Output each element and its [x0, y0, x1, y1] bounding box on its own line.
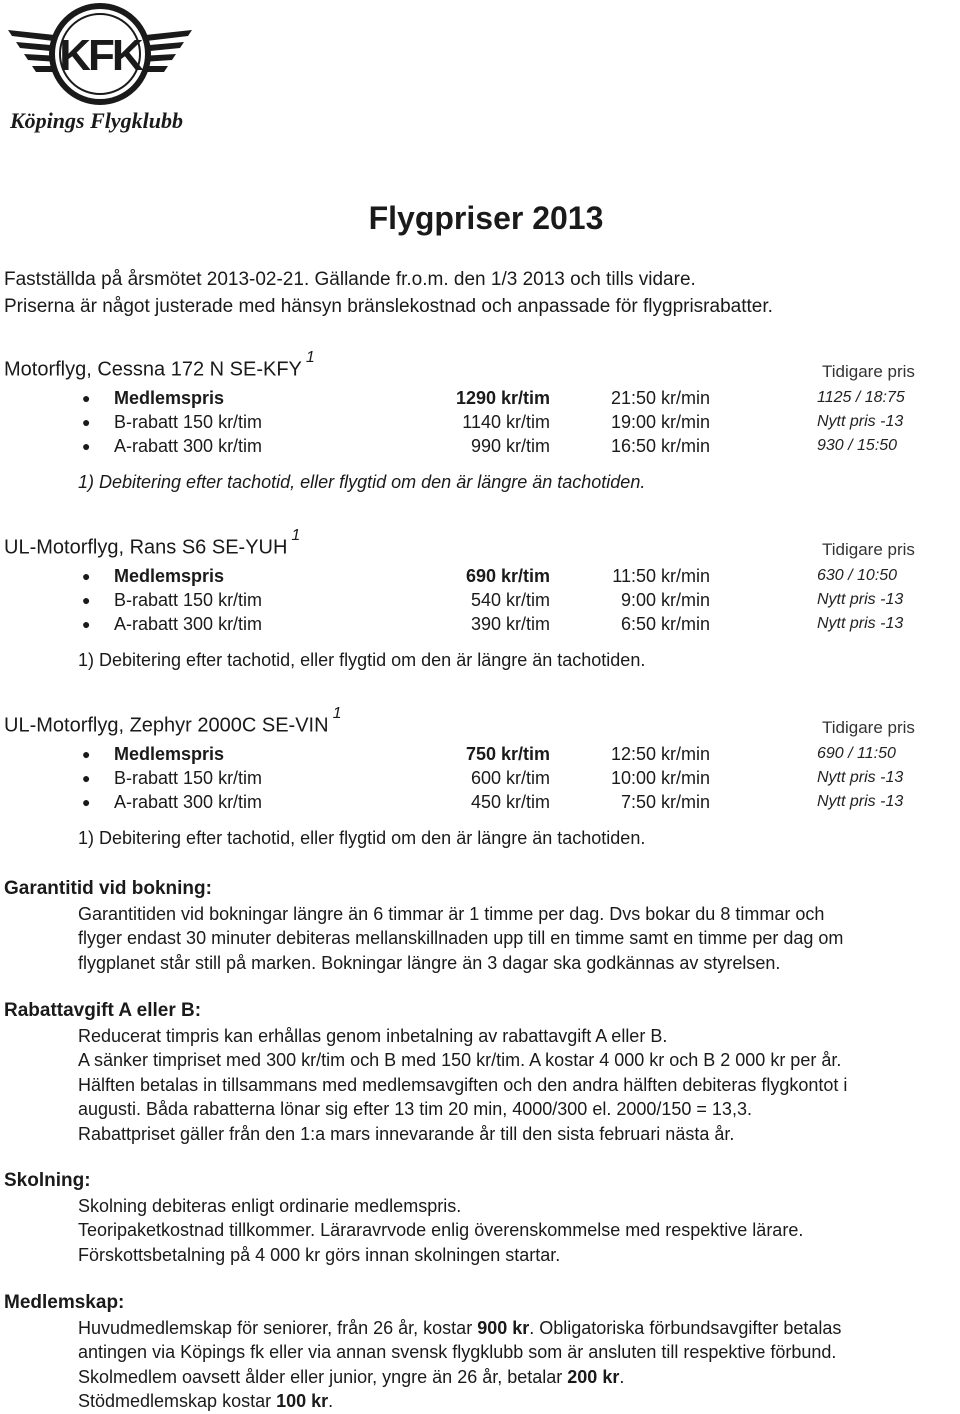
price-row: ● A-rabatt 300 kr/tim 390 kr/tim 6:50 kr/min Nytt pris -13 — [82, 614, 904, 634]
bullet-icon: ● — [82, 390, 91, 406]
paragraph-line: Hälften betalas in tillsammans med medlemsavgiften och den andra hälften debiteras flygkontot i — [78, 1074, 848, 1095]
discount-fee-section — [4, 998, 956, 1146]
section-heading: Skolning: — [4, 1170, 91, 1191]
section-title: UL-Motorflyg, Rans S6 SE-YUH$^1$ — [4, 527, 301, 559]
paragraph-line: Rabattpriset gäller från den 1:a mars innevarande år till den sista februari nästa år. — [78, 1123, 735, 1144]
footnote: 1) Debitering efter tachotid, eller flygtid om den är längre än tachotiden. — [78, 828, 646, 848]
price-row: ● Medlemspris 690 kr/tim 11:50 kr/min 630 / 10:50 — [82, 566, 898, 586]
price-row: ● B-rabatt 150 kr/tim 1140 kr/tim 19:00 kr/min Nytt pris -13 — [82, 412, 904, 432]
intro-text — [4, 266, 773, 320]
section-heading: Garantitid vid bokning: — [4, 878, 212, 899]
paragraph-line: A sänker timpriset med 300 kr/tim och B med 150 kr/tim. A kostar 4 000 kr och B 2 000 kr per år. — [78, 1050, 842, 1071]
bullet-icon: ● — [82, 770, 91, 786]
price-row: ● B-rabatt 150 kr/tim 600 kr/tim 10:00 kr/min Nytt pris -13 — [82, 768, 904, 788]
logo-monogram: KFK — [59, 31, 141, 80]
bullet-icon: ● — [82, 414, 91, 430]
page-title: Flygpriser 2013 — [368, 200, 604, 236]
footnote: 1) Debitering efter tachotid, eller flygtid om den är längre än tachotiden. — [78, 650, 646, 670]
paragraph-line: antingen via Köpings fk eller via annan svensk flygklubb som är ansluten till respektive förbund. — [78, 1342, 837, 1363]
footnote: 1) Debitering efter tachotid, eller flygtid om den är längre än tachotiden. — [78, 472, 646, 492]
price-section-zephyr — [4, 706, 934, 850]
guarantee-section — [4, 876, 956, 975]
paragraph-line: Stödmedlemskap kostar 100 kr. — [78, 1391, 334, 1412]
previous-price-label: Tidigare pris — [822, 540, 915, 559]
previous-price-label: Tidigare pris — [822, 362, 915, 381]
section-heading: Rabattavgift A eller B: — [4, 1000, 202, 1021]
membership-section — [4, 1290, 956, 1414]
bullet-icon: ● — [82, 616, 91, 632]
price-row: ● Medlemspris 750 kr/tim 12:50 kr/min 690 / 11:50 — [82, 744, 896, 764]
kfk-winged-emblem-icon — [2, 2, 198, 112]
price-row: ● Medlemspris 1290 kr/tim 21:50 kr/min 1125 / 18:75 — [82, 388, 905, 408]
section-title: Motorflyg, Cessna 172 N SE-KFY$^1$ — [4, 349, 315, 381]
club-name: Köpings Flygklubb — [10, 108, 183, 133]
price-row: ● A-rabatt 300 kr/tim 450 kr/tim 7:50 kr/min Nytt pris -13 — [82, 792, 904, 812]
paragraph-line: Garantitiden vid bokningar längre än 6 timmar är 1 timme per dag. Dvs bokar du 8 timmar och — [78, 904, 825, 924]
price-section-rans — [4, 528, 934, 672]
price-row: ● B-rabatt 150 kr/tim 540 kr/tim 9:00 kr/min Nytt pris -13 — [82, 590, 904, 610]
paragraph-line: Skolmedlem oavsett ålder eller junior, yngre än 26 år, betalar 200 kr. — [78, 1366, 625, 1387]
price-section-cessna — [4, 350, 934, 494]
bullet-icon: ● — [82, 794, 91, 810]
intro-line: Fastställda på årsmötet 2013-02-21. Gällande fr.o.m. den 1/3 2013 och tills vidare. — [4, 269, 696, 290]
paragraph-line: Teoripaketkostnad tillkommer. Läraravrvode enlig överenskommelse med respektive lärare. — [78, 1220, 804, 1241]
training-section — [4, 1168, 956, 1267]
previous-price-label: Tidigare pris — [822, 718, 915, 737]
intro-line: Priserna är något justerade med hänsyn bränslekostnad och anpassade för flygprisrabatter. — [4, 296, 773, 317]
section-heading: Medlemskap: — [4, 1292, 125, 1313]
paragraph-line: augusti. Båda rabatterna lönar sig efter 13 tim 20 min, 4000/300 el. 2000/150 = 13,3. — [78, 1099, 752, 1120]
section-title: UL-Motorflyg, Zephyr 2000C SE-VIN$^1$ — [4, 705, 342, 737]
paragraph-line: flyger endast 30 minuter debiteras mellanskillnaden upp till en timme samt en timme per dag om — [78, 928, 844, 949]
price-row: ● A-rabatt 300 kr/tim 990 kr/tim 16:50 kr/min 930 / 15:50 — [82, 436, 898, 456]
bullet-icon: ● — [82, 568, 91, 584]
paragraph-line: Reducerat timpris kan erhållas genom inbetalning av rabattavgift A eller B. — [78, 1026, 668, 1046]
paragraph-line: Förskottsbetalning på 4 000 kr görs innan skolningen startar. — [78, 1244, 561, 1265]
bullet-icon: ● — [82, 592, 91, 608]
bullet-icon: ● — [82, 438, 91, 454]
paragraph-line: flygplanet står still på marken. Bokningar längre än 3 dagar ska godkännas av styrelsen. — [78, 952, 781, 973]
bullet-icon: ● — [82, 746, 91, 762]
paragraph-line: Huvudmedlemskap för seniorer, från 26 år, kostar 900 kr. Obligatoriska förbundsavgifter betalas — [78, 1318, 842, 1338]
paragraph-line: Skolning debiteras enligt ordinarie medlemspris. — [78, 1196, 462, 1216]
